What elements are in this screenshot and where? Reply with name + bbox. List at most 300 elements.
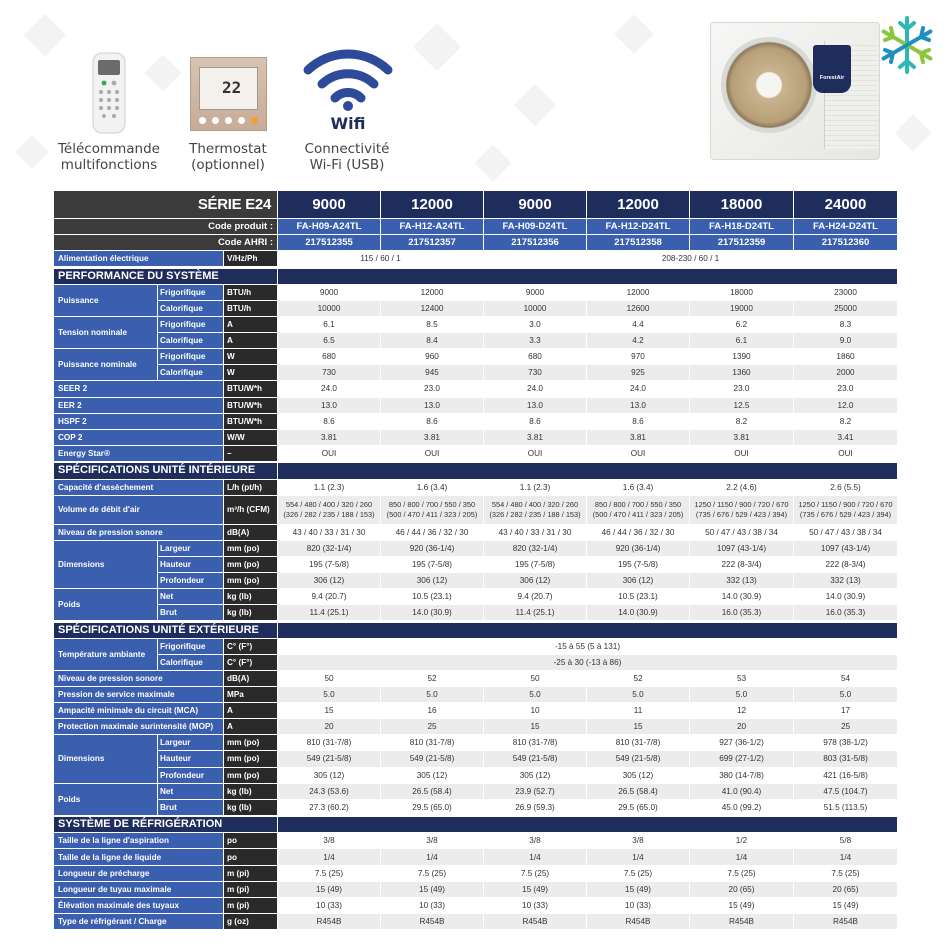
group-label: Dimensions — [54, 540, 158, 588]
header-row-ahri — [54, 235, 898, 251]
spec-unit: A — [224, 317, 278, 333]
value-cell: 3/8 — [381, 833, 484, 849]
spec-row — [54, 333, 898, 349]
feature-wifi-line1: Connectivité — [304, 141, 390, 157]
spec-label: Taille de la ligne de liquide — [54, 849, 224, 865]
value-cell: 306 (12) — [587, 572, 690, 588]
value-cell: 5.0 — [794, 687, 898, 703]
value-cell: 8.2 — [794, 413, 898, 429]
value-cell: 3/8 — [587, 833, 690, 849]
spec-unit: po — [224, 833, 278, 849]
value-cell: 9.4 (20.7) — [484, 588, 587, 604]
value-cell: 306 (12) — [381, 572, 484, 588]
value-cell: 305 (12) — [587, 767, 690, 783]
spec-row — [54, 897, 898, 913]
feature-wifi — [287, 141, 407, 173]
spec-row-temperature — [54, 654, 898, 670]
spec-unit: mm (po) — [224, 540, 278, 556]
capacity-header: 12000 — [587, 191, 690, 219]
ahri-code: 217512359 — [690, 235, 794, 251]
value-cell: 306 (12) — [278, 572, 381, 588]
value-cell: 10 — [484, 703, 587, 719]
value-cell: 13.0 — [587, 397, 690, 413]
spec-unit: kg (lb) — [224, 605, 278, 621]
power-supply-value-115: 115 / 60 / 1 — [278, 251, 484, 267]
value-cell: 960 — [381, 349, 484, 365]
section-title: SPÉCIFICATIONS UNITÉ INTÉRIEURE — [54, 463, 278, 479]
spec-row — [54, 670, 898, 686]
value-cell: 305 (12) — [381, 767, 484, 783]
value-cell: 20 — [690, 719, 794, 735]
sub-label: Net — [158, 783, 224, 799]
value-cell: 195 (7-5/8) — [587, 556, 690, 572]
spec-label: Niveau de pression sonore — [54, 524, 224, 540]
spec-unit: mm (po) — [224, 767, 278, 783]
airflow-cfm: (735 / 676 / 529 / 423 / 394) — [799, 509, 892, 519]
spec-unit: mm (po) — [224, 556, 278, 572]
value-cell: 12600 — [587, 300, 690, 316]
value-cell: OUI — [587, 445, 690, 461]
section-title: SYSTÈME DE RÉFRIGÉRATION — [54, 817, 278, 833]
spec-row — [54, 349, 898, 365]
spec-row — [54, 429, 898, 445]
spec-label: Longueur de tuyau maximale — [54, 881, 224, 897]
value-cell: 7.5 (25) — [794, 865, 898, 881]
value-cell: 9.0 — [794, 333, 898, 349]
spec-label: Pression de service maximale — [54, 687, 224, 703]
section-header — [54, 463, 898, 479]
value-cell: R454B — [381, 913, 484, 929]
spec-row — [54, 767, 898, 783]
value-cell: 8.5 — [381, 317, 484, 333]
value-cell: 25 — [381, 719, 484, 735]
value-cell: 8.3 — [794, 317, 898, 333]
value-cell: 970 — [587, 349, 690, 365]
spec-row — [54, 524, 898, 540]
spec-row — [54, 605, 898, 621]
value-cell: 23.9 (52.7) — [484, 783, 587, 799]
value-cell: 13.0 — [381, 397, 484, 413]
value-cell: 680 — [484, 349, 587, 365]
section-title: SPÉCIFICATIONS UNITÉ EXTÉRIEURE — [54, 622, 278, 638]
ahri-code: 217512356 — [484, 235, 587, 251]
value-cell: 10 (33) — [278, 897, 381, 913]
header-row-product-code — [54, 219, 898, 235]
spec-row — [54, 556, 898, 572]
spec-row — [54, 317, 898, 333]
value-cell: 25000 — [794, 300, 898, 316]
spec-row — [54, 881, 898, 897]
spec-unit: kg (lb) — [224, 588, 278, 604]
value-cell: OUI — [690, 445, 794, 461]
power-supply-unit: V/Hz/Ph — [224, 251, 278, 267]
sub-label: Frigorifique — [158, 638, 224, 654]
power-supply-row — [54, 251, 898, 267]
value-cell: 23000 — [794, 284, 898, 300]
capacity-header: 9000 — [484, 191, 587, 219]
ahri-code: 217512357 — [381, 235, 484, 251]
spec-unit: W — [224, 365, 278, 381]
spec-unit: W — [224, 349, 278, 365]
value-cell: 9000 — [484, 284, 587, 300]
value-cell: 810 (31-7/8) — [278, 735, 381, 751]
section-header — [54, 817, 898, 833]
value-cell: 29.5 (65.0) — [587, 799, 690, 815]
spec-row — [54, 865, 898, 881]
airflow-value-cell — [587, 495, 690, 524]
spec-row — [54, 783, 898, 799]
spec-row — [54, 913, 898, 929]
value-cell: OUI — [794, 445, 898, 461]
spec-unit: dB(A) — [224, 524, 278, 540]
spec-unit: A — [224, 333, 278, 349]
spec-label: Energy Star® — [54, 445, 224, 461]
value-cell: 15 (49) — [690, 897, 794, 913]
value-cell: 12.0 — [794, 397, 898, 413]
spec-unit: BTU/W*h — [224, 413, 278, 429]
value-cell: 3/8 — [278, 833, 381, 849]
value-cell: 52 — [587, 670, 690, 686]
value-cell: 3.0 — [484, 317, 587, 333]
value-cell: 9.4 (20.7) — [278, 588, 381, 604]
value-cell: 13.0 — [484, 397, 587, 413]
brand-logo — [813, 45, 851, 93]
value-cell: 306 (12) — [484, 572, 587, 588]
value-cell: 305 (12) — [484, 767, 587, 783]
value-cell: 1/4 — [278, 849, 381, 865]
spec-row — [54, 540, 898, 556]
spec-table — [53, 190, 898, 930]
capacity-header: 12000 — [381, 191, 484, 219]
value-cell: 13.0 — [278, 397, 381, 413]
value-cell: 20 (65) — [690, 881, 794, 897]
value-cell: 1860 — [794, 349, 898, 365]
spec-label: Élévation maximale des tuyaux — [54, 897, 224, 913]
airflow-value-cell — [278, 495, 381, 524]
spec-unit: g (oz) — [224, 913, 278, 929]
capacity-header: 24000 — [794, 191, 898, 219]
value-cell: 5.0 — [690, 687, 794, 703]
brand-logo-text: ForestAir — [819, 75, 845, 81]
sub-label: Hauteur — [158, 751, 224, 767]
value-cell: 16 — [381, 703, 484, 719]
spec-unit: m³/h (CFM) — [224, 495, 278, 524]
value-cell: 5/8 — [794, 833, 898, 849]
sub-label: Profondeur — [158, 572, 224, 588]
value-cell: 27.3 (60.2) — [278, 799, 381, 815]
value-cell: 12000 — [381, 284, 484, 300]
value-cell: 11.4 (25.1) — [278, 605, 381, 621]
value-cell: 16.0 (35.3) — [690, 605, 794, 621]
value-cell: 549 (21-5/8) — [587, 751, 690, 767]
value-cell: 43 / 40 / 33 / 31 / 30 — [484, 524, 587, 540]
value-cell: 945 — [381, 365, 484, 381]
value-cell: 26.5 (58.4) — [381, 783, 484, 799]
value-cell: 803 (31-5/8) — [794, 751, 898, 767]
airflow-cfm: (500 / 470 / 411 / 323 / 205) — [592, 509, 684, 519]
value-cell: 54 — [794, 670, 898, 686]
product-code: FA-H12-D24TL — [587, 219, 690, 235]
value-cell: 10 (33) — [381, 897, 484, 913]
spec-label: SEER 2 — [54, 381, 224, 397]
value-cell: 1360 — [690, 365, 794, 381]
value-cell: 927 (36-1/2) — [690, 735, 794, 751]
spec-unit: BTU/h — [224, 300, 278, 316]
wifi-icon — [302, 42, 394, 114]
value-cell: 222 (8-3/4) — [690, 556, 794, 572]
feature-thermostat — [168, 141, 288, 173]
feature-remote — [49, 141, 169, 173]
sub-label: Brut — [158, 605, 224, 621]
value-cell: 5.0 — [484, 687, 587, 703]
spec-label: EER 2 — [54, 397, 224, 413]
value-cell: 14.0 (30.9) — [794, 588, 898, 604]
value-cell: 15 (49) — [278, 881, 381, 897]
product-code: FA-H09-A24TL — [278, 219, 381, 235]
value-cell: 8.2 — [690, 413, 794, 429]
spec-unit: A — [224, 719, 278, 735]
sub-label: Calorifique — [158, 654, 224, 670]
snowflake-logo-icon — [876, 14, 938, 76]
group-label: Dimensions — [54, 735, 158, 783]
value-cell: 50 — [484, 670, 587, 686]
value-cell: 45.0 (99.2) — [690, 799, 794, 815]
value-cell: 15 (49) — [587, 881, 690, 897]
value-cell: 8.6 — [587, 413, 690, 429]
capacity-header: 18000 — [690, 191, 794, 219]
value-cell: 23.0 — [794, 381, 898, 397]
group-label: Poids — [54, 783, 158, 815]
value-cell: 3/8 — [484, 833, 587, 849]
value-cell: 3.81 — [381, 429, 484, 445]
sub-label: Brut — [158, 799, 224, 815]
airflow-m3h: 1250 / 1150 / 900 / 720 / 670 — [798, 500, 893, 510]
value-cell: 1097 (43-1/4) — [690, 540, 794, 556]
spec-label: HSPF 2 — [54, 413, 224, 429]
spec-row — [54, 751, 898, 767]
value-cell: 3.81 — [587, 429, 690, 445]
spec-row — [54, 365, 898, 381]
value-cell: 26.5 (58.4) — [587, 783, 690, 799]
sub-label: Calorifique — [158, 333, 224, 349]
value-cell: 1.1 (2.3) — [278, 479, 381, 495]
power-supply-label: Alimentation électrique — [54, 251, 224, 267]
value-cell: 6.1 — [690, 333, 794, 349]
sub-label: Hauteur — [158, 556, 224, 572]
value-cell: 3.81 — [690, 429, 794, 445]
spec-row-temperature — [54, 638, 898, 654]
sub-label: Largeur — [158, 540, 224, 556]
value-cell: 46 / 44 / 36 / 32 / 30 — [381, 524, 484, 540]
value-cell: 195 (7-5/8) — [381, 556, 484, 572]
header-row-capacity — [54, 191, 898, 219]
value-cell: 820 (32-1/4) — [278, 540, 381, 556]
spec-label: Ampacité minimale du circuit (MCA) — [54, 703, 224, 719]
value-cell: 10000 — [484, 300, 587, 316]
value-cell: 15 (49) — [381, 881, 484, 897]
spec-unit: m (pi) — [224, 881, 278, 897]
airflow-m3h: 850 / 800 / 700 / 550 / 350 — [388, 500, 476, 510]
value-cell: 17 — [794, 703, 898, 719]
value-cell: 5.0 — [381, 687, 484, 703]
spec-row — [54, 703, 898, 719]
airflow-value-cell — [381, 495, 484, 524]
value-cell: OUI — [484, 445, 587, 461]
airflow-cfm: (735 / 676 / 529 / 423 / 394) — [695, 509, 788, 519]
value-cell: 195 (7-5/8) — [484, 556, 587, 572]
value-cell: 15 (49) — [794, 897, 898, 913]
value-cell: 810 (31-7/8) — [587, 735, 690, 751]
spec-row — [54, 588, 898, 604]
sub-label: Frigorifique — [158, 349, 224, 365]
value-cell: 6.5 — [278, 333, 381, 349]
value-cell: 3.3 — [484, 333, 587, 349]
value-cell: 1.1 (2.3) — [484, 479, 587, 495]
value-cell: 15 — [278, 703, 381, 719]
spec-unit: BTU/W*h — [224, 397, 278, 413]
value-cell: 8.6 — [484, 413, 587, 429]
spec-row — [54, 479, 898, 495]
value-cell: 10.5 (23.1) — [381, 588, 484, 604]
airflow-m3h: 850 / 800 / 700 / 550 / 350 — [594, 500, 682, 510]
value-cell: 52 — [381, 670, 484, 686]
value-cell: 4.2 — [587, 333, 690, 349]
feature-thermostat-line2: (optionnel) — [191, 157, 265, 173]
feature-thermostat-line1: Thermostat — [189, 141, 267, 157]
value-cell: 978 (38-1/2) — [794, 735, 898, 751]
value-cell: 19000 — [690, 300, 794, 316]
value-cell: 14.0 (30.9) — [587, 605, 690, 621]
spec-label: Taille de la ligne d'aspiration — [54, 833, 224, 849]
value-cell: 2.6 (5.5) — [794, 479, 898, 495]
value-cell: 7.5 (25) — [690, 865, 794, 881]
product-code-label: Code produit : — [54, 219, 278, 235]
value-cell: 20 (65) — [794, 881, 898, 897]
value-cell: 6.2 — [690, 317, 794, 333]
value-cell: 1097 (43-1/4) — [794, 540, 898, 556]
product-code: FA-H09-D24TL — [484, 219, 587, 235]
sub-label: Frigorifique — [158, 284, 224, 300]
value-cell: 18000 — [690, 284, 794, 300]
sub-label: Largeur — [158, 735, 224, 751]
value-cell: 1/4 — [381, 849, 484, 865]
value-cell: 51.5 (113.5) — [794, 799, 898, 815]
ahri-code: 217512358 — [587, 235, 690, 251]
value-cell: OUI — [381, 445, 484, 461]
spec-row — [54, 849, 898, 865]
group-label: Puissance nominale — [54, 349, 158, 381]
value-cell: OUI — [278, 445, 381, 461]
value-cell: 47.5 (104.7) — [794, 783, 898, 799]
value-cell: 8.6 — [381, 413, 484, 429]
spec-label: Type de réfrigérant / Charge — [54, 913, 224, 929]
value-cell: 1/4 — [587, 849, 690, 865]
section-fill — [278, 622, 898, 638]
value-cell: 3.81 — [484, 429, 587, 445]
section-header — [54, 622, 898, 638]
value-cell: R454B — [278, 913, 381, 929]
value-cell: R454B — [484, 913, 587, 929]
airflow-cfm: (326 / 282 / 235 / 188 / 153) — [489, 509, 581, 519]
value-cell: 15 — [587, 719, 690, 735]
value-cell: 9000 — [278, 284, 381, 300]
capacity-header: 9000 — [278, 191, 381, 219]
feature-remote-line1: Télécommande — [57, 141, 160, 157]
value-cell: 1.6 (3.4) — [587, 479, 690, 495]
group-label: Puissance — [54, 284, 158, 316]
spec-unit: – — [224, 445, 278, 461]
value-cell: 46 / 44 / 36 / 32 / 30 — [587, 524, 690, 540]
value-cell: 680 — [278, 349, 381, 365]
spec-unit: dB(A) — [224, 670, 278, 686]
section-header — [54, 268, 898, 284]
value-cell: 222 (8-3/4) — [794, 556, 898, 572]
value-cell: 1/4 — [484, 849, 587, 865]
spec-row — [54, 572, 898, 588]
spec-row — [54, 833, 898, 849]
value-cell: 7.5 (25) — [484, 865, 587, 881]
value-cell: 7.5 (25) — [381, 865, 484, 881]
value-cell: 20 — [278, 719, 381, 735]
value-cell: 1.6 (3.4) — [381, 479, 484, 495]
airflow-value-cell — [794, 495, 898, 524]
airflow-m3h: 554 / 480 / 400 / 320 / 260 — [491, 500, 579, 510]
temperature-range: -15 à 55 (5 à 131) — [278, 638, 898, 654]
sub-label: Calorifique — [158, 365, 224, 381]
airflow-value-cell — [484, 495, 587, 524]
value-cell: 332 (13) — [794, 572, 898, 588]
value-cell: 4.4 — [587, 317, 690, 333]
section-title: PERFORMANCE DU SYSTÈME — [54, 268, 278, 284]
outdoor-unit-image — [710, 22, 880, 160]
power-supply-value-230: 208-230 / 60 / 1 — [484, 251, 898, 267]
value-cell: 6.1 — [278, 317, 381, 333]
value-cell: 305 (12) — [278, 767, 381, 783]
product-code: FA-H18-D24TL — [690, 219, 794, 235]
spec-row — [54, 381, 898, 397]
spec-row — [54, 300, 898, 316]
value-cell: 24.0 — [587, 381, 690, 397]
value-cell: 5.0 — [278, 687, 381, 703]
section-fill — [278, 463, 898, 479]
value-cell: 2000 — [794, 365, 898, 381]
value-cell: 925 — [587, 365, 690, 381]
value-cell: 25 — [794, 719, 898, 735]
ahri-code: 217512355 — [278, 235, 381, 251]
value-cell: 14.0 (30.9) — [381, 605, 484, 621]
product-code: FA-H12-A24TL — [381, 219, 484, 235]
spec-row — [54, 719, 898, 735]
spec-label: Capacité d'assèchement — [54, 479, 224, 495]
airflow-m3h: 554 / 480 / 400 / 320 / 260 — [285, 500, 373, 510]
value-cell: 8.4 — [381, 333, 484, 349]
value-cell: 10 (33) — [587, 897, 690, 913]
spec-row — [54, 397, 898, 413]
spec-unit: C° (F°) — [224, 654, 278, 670]
value-cell: 43 / 40 / 33 / 31 / 30 — [278, 524, 381, 540]
value-cell: 549 (21-5/8) — [381, 751, 484, 767]
value-cell: 1/4 — [794, 849, 898, 865]
value-cell: 7.5 (25) — [278, 865, 381, 881]
value-cell: 41.0 (90.4) — [690, 783, 794, 799]
airflow-m3h: 1250 / 1150 / 900 / 720 / 670 — [694, 500, 789, 510]
value-cell: R454B — [690, 913, 794, 929]
airflow-cfm: (326 / 282 / 235 / 188 / 153) — [283, 509, 375, 519]
value-cell: 920 (36-1/4) — [587, 540, 690, 556]
spec-unit: A — [224, 703, 278, 719]
value-cell: R454B — [794, 913, 898, 929]
remote-control-image — [92, 52, 126, 134]
